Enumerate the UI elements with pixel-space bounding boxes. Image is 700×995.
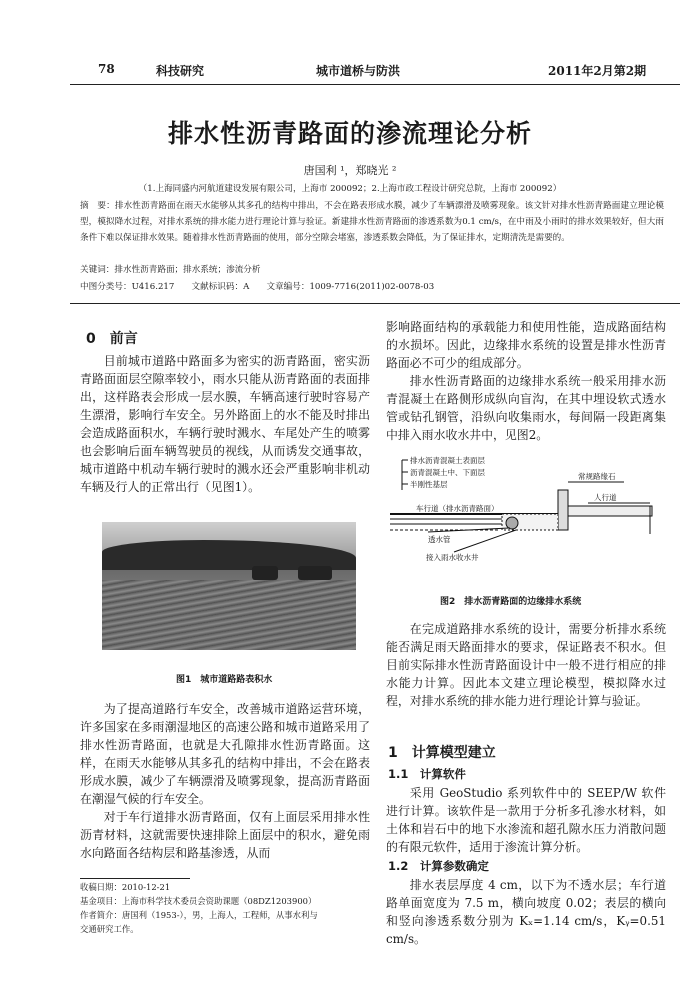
journal-name: 科技研究 [156, 64, 205, 78]
section-0-title: 0 前言 [86, 331, 138, 347]
right-para-1-text: 影响路面结构的承载能力和使用性能，造成路面结构的水损坏。因此，边缘排水系统的设置是排水性沥青路面必不可少的组成部分。 [386, 320, 666, 370]
affiliation: （1.上海同盛内河航道建设发展有限公司，上海市 200092；2.上海市政工程设计研究总院，上海市 200092） [138, 184, 562, 194]
left-para-1 [80, 352, 370, 496]
right-para-5 [386, 876, 666, 948]
right-para-2-text: 排水性沥青路面的边缘排水系统一般采用排水沥青混凝土在路侧形成纵向盲沟，在其中埋设软式透水管或钻孔钢管，沿纵向收集雨水，每间隔一段距离集中排入雨水收水井中，见图2。 [386, 374, 666, 442]
fig2-label-base: 半刚性基层 [410, 480, 448, 489]
right-para-3-text: 在完成道路排水系统的设计，需要分析排水系统能否满足雨天路面排水的要求，保证路表不积水。但目前实际排水性沥青路面设计中一般不进行相应的排水能力计算。因此本文建立理论模型，模拟降水过程，对排水系统的排水能力进行理论计算与验证。 [386, 622, 666, 708]
photo-car [298, 566, 332, 580]
footnote-received: 收稿日期：2010-12-21 [80, 882, 171, 892]
figure-2-caption: 图2 排水沥青路面的边缘排水系统 [440, 597, 582, 607]
abstract-rule [70, 303, 680, 304]
fig2-label-surface: 排水沥青混凝土表面层 [410, 456, 485, 465]
photo-water [102, 580, 356, 650]
abstract: 摘 要：排水性沥青路面在雨天水能够从其多孔的结构中排出，不会在路表形成水膜，减少了车辆漂滑及喷雾现象。该文针对排水性沥青路面建立理论模型，模拟降水过程，对排水系统的排水能力进行理论计算与验证。新建排水性沥青路面的渗透系数为0.1 cm/s，在中雨及小雨时的排水效果较好，但大雨条件下难以保证排水效果。随着排水性沥青路面的使用，部分空隙会堵塞，渗透系数会降低，为了保证排水，定期清洗是需要的。 [80, 201, 664, 243]
issue-info: 2011年2月第2期 [548, 64, 647, 78]
label-leader [454, 530, 516, 552]
page-number: 78 [98, 62, 115, 76]
right-para-5-text: 排水表层厚度 4 cm，以下为不透水层；车行道路单面宽度为 7.5 m，横向坡度 0.02；表层的横向和竖向渗透系数分别为 Kₓ=1.14 cm/s，Kᵧ=0.51 cm/s。 [386, 878, 666, 946]
keywords: 关键词：排水性沥青路面；排水系统；渗流分析 [80, 265, 261, 275]
fig2-label-sidewalk: 人行道 [594, 493, 617, 502]
footnote [80, 880, 370, 936]
subsection-1-2-title: 1.2 计算参数确定 [388, 859, 489, 873]
figure-1-caption: 图1 城市道路路表积水 [176, 675, 273, 685]
section-name: 城市道桥与防洪 [316, 64, 401, 78]
curb-stone [558, 490, 568, 530]
right-para-4-text: 采用 GeoStudio 系列软件中的 SEEP/W 软件进行计算。该软件是一款用于分析多孔渗水材料，如土体和岩石中的地下水渗流和超孔隙水压力消散问题的有限元软件，适用于渗流计算分析。 [386, 786, 666, 854]
authors: 唐国利 ¹，郑晓光 ² [303, 164, 397, 177]
section-1-title: 1 计算模型建立 [388, 745, 496, 761]
footnote-author-2: 交通研究工作。 [80, 924, 139, 934]
sidewalk-slab [568, 506, 652, 516]
right-para-3 [386, 620, 666, 710]
left-para-1-text: 目前城市道路中路面多为密实的沥青路面，密实沥青路面面层空隙率较小，雨水只能从沥青路面的表面排出，这样路表会形成一层水膜，车辆高速行驶时容易产生漂滑，影响行车安全。另外路面上的水不能及时排出会造成路面积水，车辆行驶时溅水、车尾处产生的喷雾也会影响后面车辆驾驶员的视线，从而诱发交通事故，城市道路中机动车辆行驶时的溅水还会严重影响非机动车辆及行人的正常出行（见图1）。 [80, 354, 370, 494]
right-para-1 [386, 318, 666, 444]
classification: 中图分类号：U416.217 文献标识码：A 文章编号：1009-7716(2011)02-0078-03 [80, 282, 435, 292]
footnote-author-1: 作者简介：唐国利（1953-），男，上海人，工程师，从事水利与 [80, 910, 318, 920]
figure-1-photo [102, 522, 356, 650]
left-para-2 [80, 700, 370, 862]
right-para-4 [386, 784, 666, 856]
header-rule [70, 84, 680, 85]
drain-pipe [506, 517, 518, 529]
article-title: 排水性沥青路面的渗流理论分析 [167, 119, 532, 148]
left-para-2-text: 为了提高道路行车安全，改善城市道路运营环境，许多国家在多雨潮湿地区的高速公路和城市道路采用了排水性沥青路面，也就是大孔隙排水性沥青路面。这样，在雨天水能够从其多孔的结构中排出，不会在路表形成水膜，减少了车辆漂滑及喷雾现象，提高沥青路面在潮湿气候的行车安全。 [80, 702, 370, 806]
left-para-3-text: 对于车行道排水沥青路面，仅有上面层采用排水性沥青材料，这就需要快速排除上面层中的积水，避免雨水向路面各结构层和路基渗透，从而 [80, 810, 370, 860]
fig2-label-pipe: 透水管 [428, 535, 451, 544]
footnote-rule [80, 878, 190, 879]
fig2-label-curb: 常规路缘石 [578, 472, 616, 481]
fig2-label-well: 接入雨水收水井 [426, 553, 479, 562]
subsection-1-1-title: 1.1 计算软件 [388, 767, 466, 781]
figure-2-diagram [388, 448, 666, 578]
footnote-fund: 基金项目：上海市科学技术委员会资助课题（08DZ1203900） [80, 896, 317, 906]
fig2-label-carriageway: 车行道（排水沥青路面） [416, 504, 499, 513]
photo-car [252, 566, 278, 580]
fig2-label-middle: 沥青混凝土中、下面层 [410, 468, 485, 477]
